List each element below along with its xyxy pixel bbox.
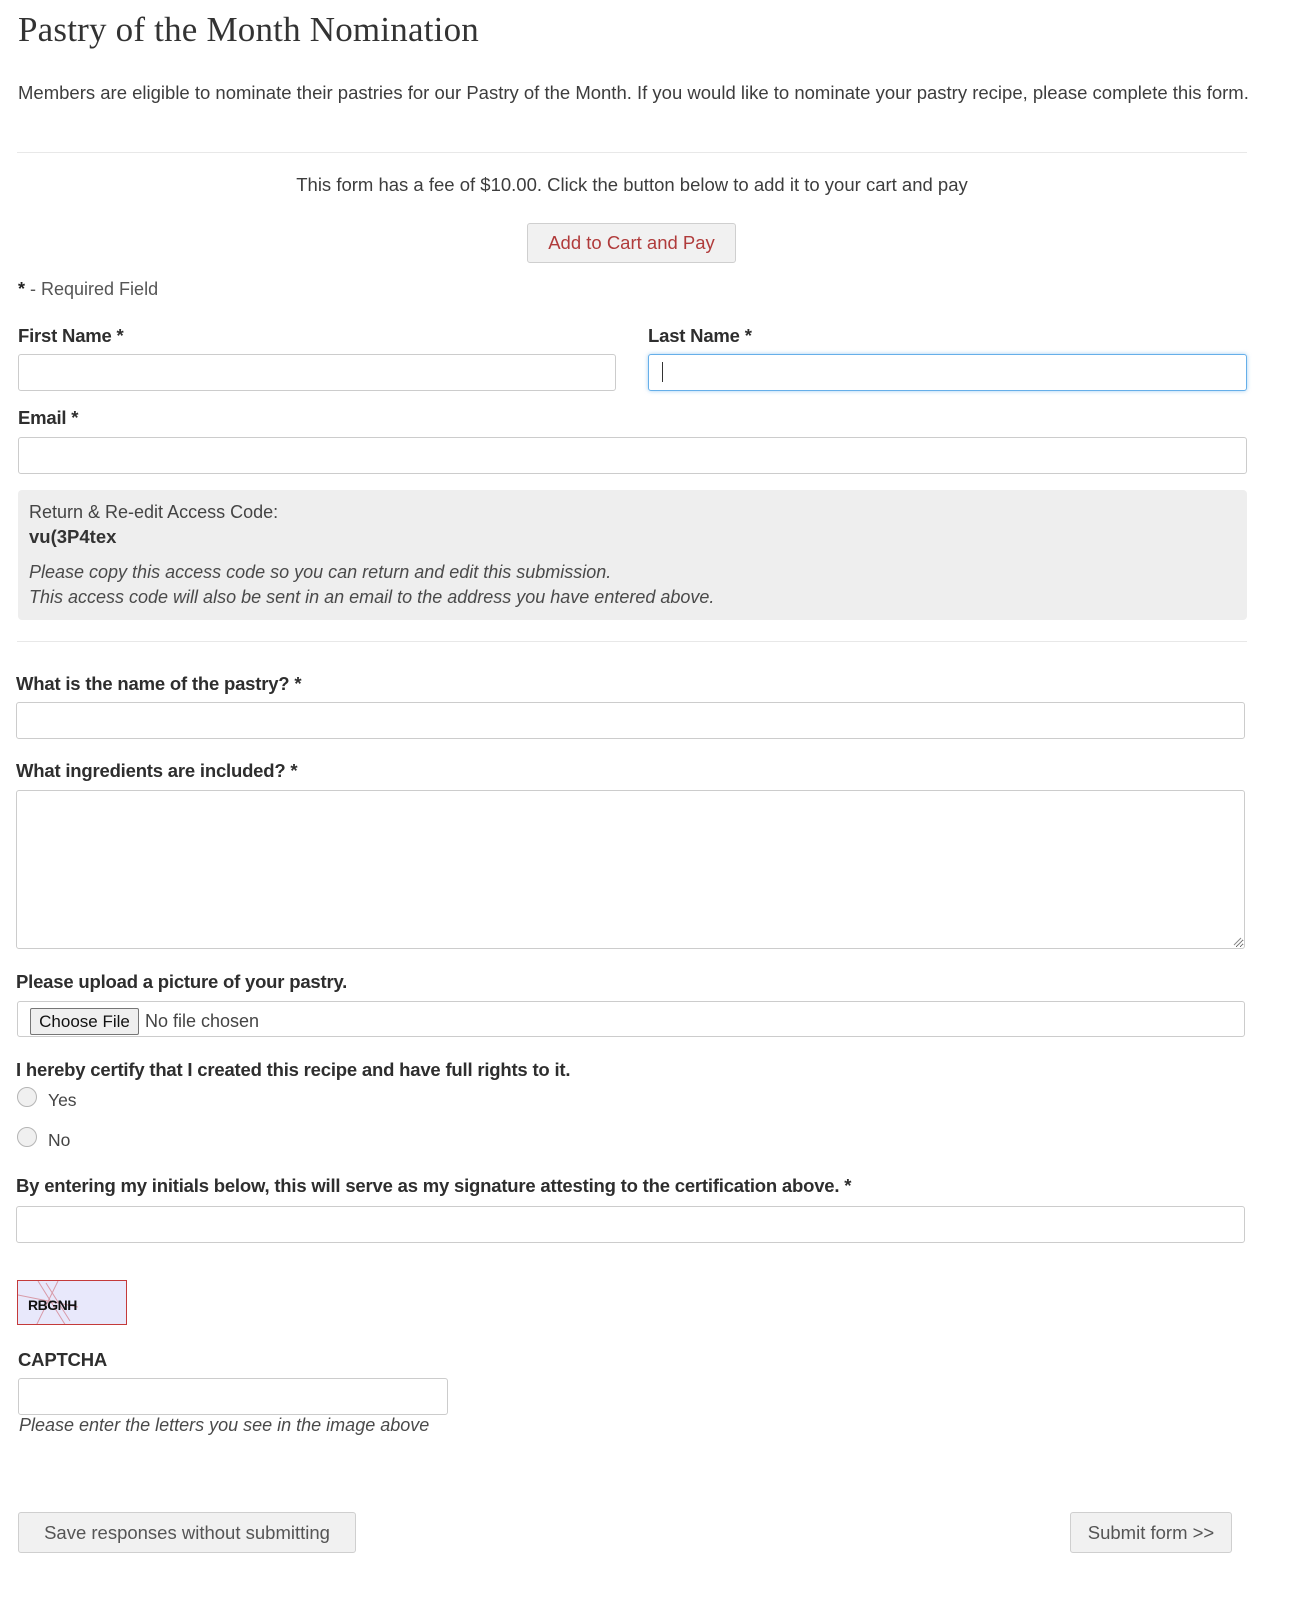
first-name-field[interactable]: [18, 354, 616, 391]
resize-grip-icon[interactable]: [1232, 936, 1242, 946]
initials-label: By entering my initials below, this will serve as my signature attesting to the certification above. *: [16, 1175, 852, 1196]
access-note-line-2: This access code will also be sent in an email to the address you have entered above.: [29, 587, 715, 607]
text-cursor: [662, 362, 663, 382]
last-name-label: Last Name *: [648, 325, 752, 346]
pastry-name-field[interactable]: [16, 702, 1245, 739]
choose-file-button[interactable]: Choose File: [30, 1008, 139, 1035]
access-code-box: [18, 490, 1247, 620]
radio-yes[interactable]: [17, 1087, 37, 1107]
pastry-name-label: What is the name of the pastry? *: [16, 673, 302, 694]
email-label: Email *: [18, 407, 79, 428]
captcha-image: [17, 1280, 127, 1325]
access-code-label: Return & Re-edit Access Code:: [29, 502, 279, 522]
fee-text: This form has a fee of $10.00. Click the button below to add it to your cart and pay: [296, 174, 968, 195]
radio-no-label[interactable]: No: [48, 1130, 71, 1150]
page-title: Pastry of the Month Nomination: [18, 10, 479, 49]
last-name-field[interactable]: [648, 354, 1247, 391]
divider: [17, 152, 1247, 153]
access-note-line-1: Please copy this access code so you can return and edit this submission.: [29, 562, 612, 582]
required-marker: *: [18, 279, 26, 299]
ingredients-wrapper: [16, 790, 1245, 949]
divider: [17, 641, 1247, 642]
initials-field[interactable]: [16, 1206, 1245, 1243]
required-note-text: - Required Field: [25, 279, 159, 299]
upload-label: Please upload a picture of your pastry.: [16, 971, 348, 992]
save-without-submitting-button[interactable]: Save responses without submitting: [18, 1512, 356, 1553]
ingredients-label: What ingredients are included? *: [16, 760, 298, 781]
access-code-value: vu(3P4tex: [29, 526, 117, 547]
file-status-text: No file chosen: [145, 1011, 260, 1031]
submit-form-button[interactable]: Submit form >>: [1070, 1512, 1232, 1553]
radio-yes-label[interactable]: Yes: [48, 1090, 77, 1110]
captcha-image-text: RBGNH: [28, 1297, 77, 1313]
certify-label: I hereby certify that I created this recipe and have full rights to it.: [16, 1059, 571, 1080]
add-to-cart-button[interactable]: Add to Cart and Pay: [527, 223, 736, 263]
captcha-help-text: Please enter the letters you see in the image above: [19, 1415, 430, 1435]
email-field[interactable]: [18, 437, 1247, 474]
intro-text: Members are eligible to nominate their pastries for our Pastry of the Month. If you would like to nominate your pastry recipe, please complete this form.: [18, 82, 1249, 103]
captcha-label: CAPTCHA: [18, 1349, 108, 1370]
ingredients-textarea[interactable]: [16, 790, 1245, 949]
required-field-note: [18, 279, 158, 300]
file-upload-field[interactable]: [17, 1001, 1245, 1037]
first-name-label: First Name *: [18, 325, 124, 346]
radio-no[interactable]: [17, 1127, 37, 1147]
last-name-wrapper: [648, 354, 1247, 391]
captcha-field[interactable]: [18, 1378, 448, 1415]
access-code-note: [29, 560, 714, 610]
